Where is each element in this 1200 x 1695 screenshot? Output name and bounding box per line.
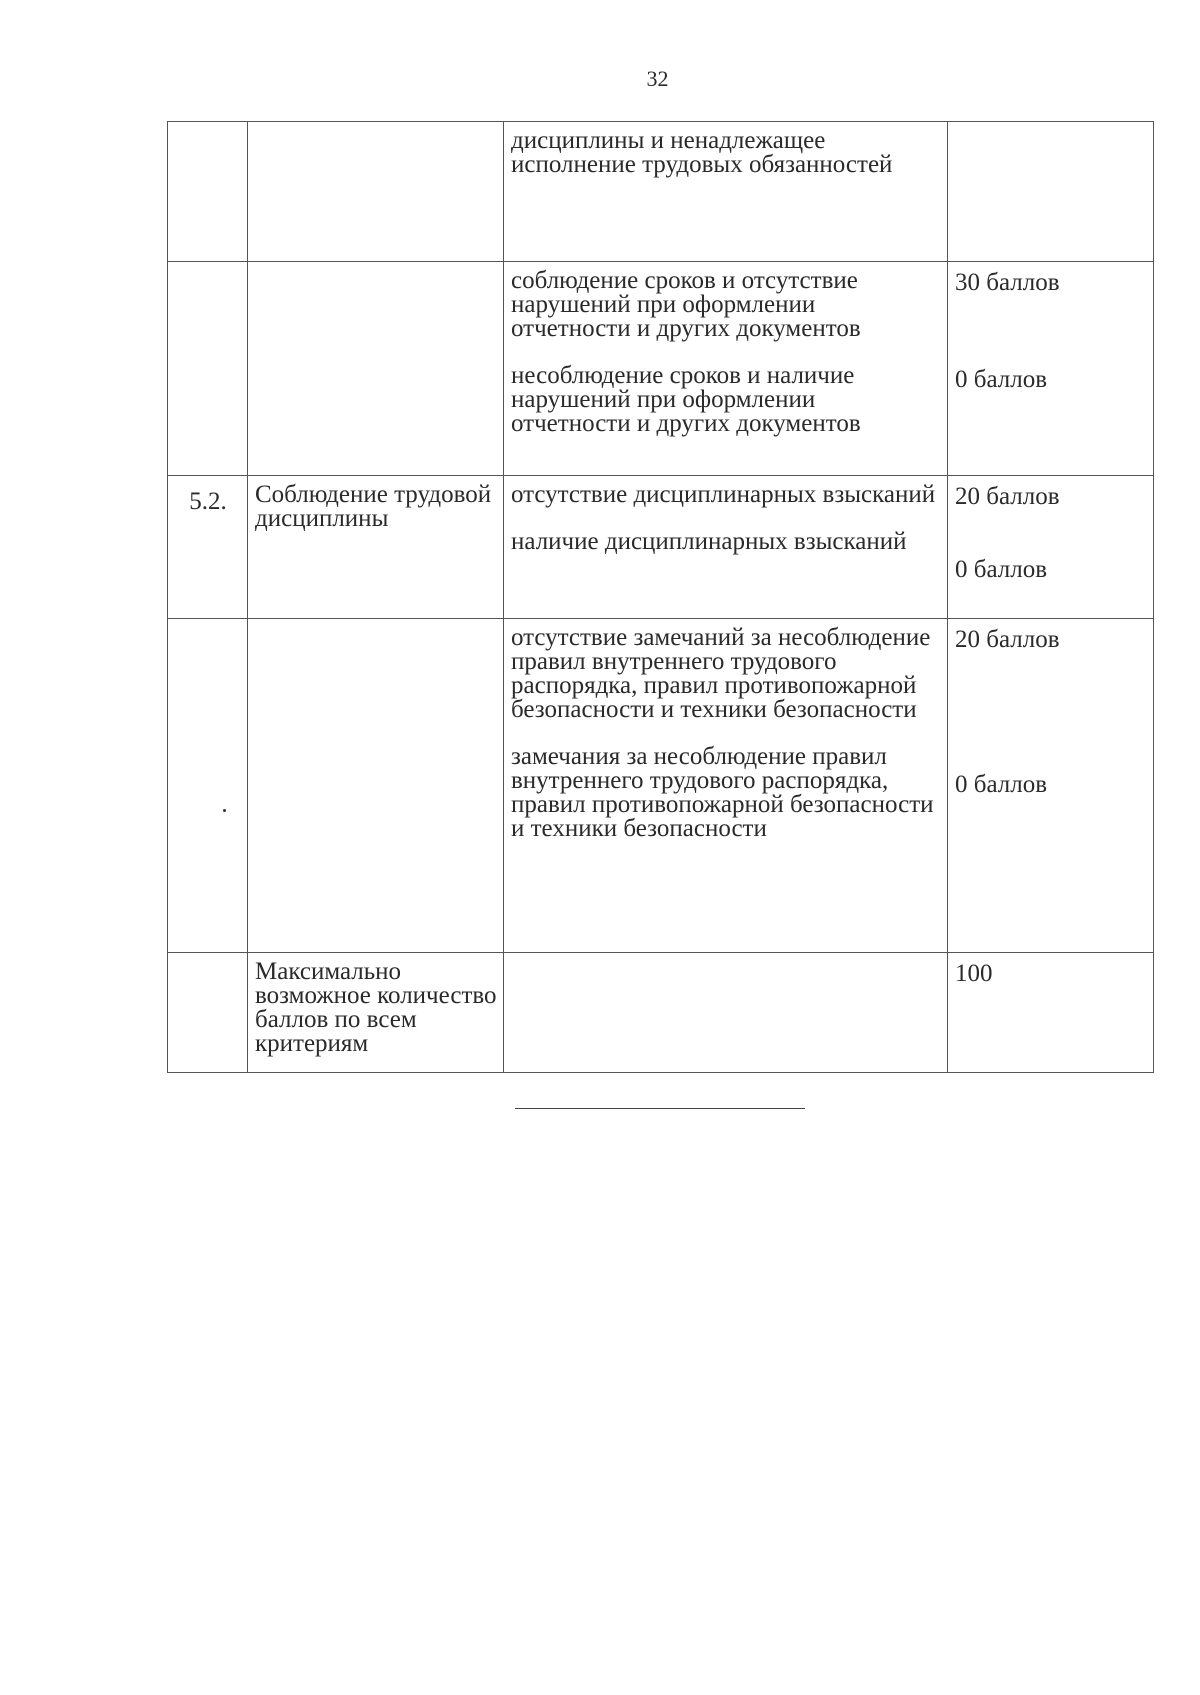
- score-cell: [948, 953, 1154, 1073]
- table-row: [168, 262, 1154, 476]
- row-number-cell: [168, 953, 248, 1073]
- criterion-description: замечания за несоблюдение правил внутреннего трудового распорядка, правил противопожарной безопасности и техники безопасности: [511, 743, 934, 842]
- criterion-name-cell: [248, 122, 504, 262]
- criterion-name-cell: [248, 262, 504, 476]
- end-of-document-rule: [515, 1108, 805, 1109]
- score-value: 100: [955, 960, 993, 987]
- table-row: [168, 476, 1154, 619]
- score-value: 20 баллов: [955, 483, 1060, 510]
- criterion-description: соблюдение сроков и отсутствие нарушений при оформлении отчетности и других документов: [511, 267, 861, 342]
- criterion-name-cell: Максимально возможное количество баллов по всем критериям: [248, 953, 504, 1073]
- page-number: 32: [646, 66, 669, 91]
- criterion-name-cell: [248, 619, 504, 953]
- table-row: [168, 122, 1154, 262]
- score-value: 0 баллов: [955, 771, 1048, 798]
- score-value: 0 баллов: [955, 366, 1048, 393]
- criterion-description-cell: [504, 476, 948, 619]
- criterion-description: дисциплины и ненадлежащее исполнение трудовых обязанностей: [511, 127, 893, 178]
- criterion-description: отсутствие замечаний за несоблюдение правил внутреннего трудового распорядка, правил противопожарной безопасности и техники безопасности: [511, 624, 931, 723]
- score-value: 20 баллов: [955, 626, 1060, 653]
- table-row: [168, 953, 1154, 1073]
- criterion-description-cell: [504, 619, 948, 953]
- score-cell: [948, 476, 1154, 619]
- score-cell: [948, 262, 1154, 476]
- score-value: 0 баллов: [955, 556, 1048, 583]
- criterion-description-cell: [504, 122, 948, 262]
- score-value: 30 баллов: [955, 269, 1060, 296]
- row-number-cell: 5.2.: [168, 476, 248, 619]
- scan-speck: [223, 809, 226, 812]
- criterion-description: наличие дисциплинарных взысканий: [511, 528, 907, 555]
- score-cell: [948, 122, 1154, 262]
- row-number-cell: [168, 122, 248, 262]
- criteria-table: [167, 121, 1154, 1073]
- criterion-description: несоблюдение сроков и наличие нарушений при оформлении отчетности и других документов: [511, 362, 861, 437]
- criterion-name-cell: Соблюдение трудовой дисциплины: [248, 476, 504, 619]
- score-cell: [948, 619, 1154, 953]
- score-value: [955, 129, 1147, 131]
- table-row: [168, 619, 1154, 953]
- row-number-cell: [168, 619, 248, 953]
- criterion-description-cell: [504, 953, 948, 1073]
- criterion-description-cell: [504, 262, 948, 476]
- criterion-description: отсутствие дисциплинарных взысканий: [511, 481, 936, 508]
- row-number-cell: [168, 262, 248, 476]
